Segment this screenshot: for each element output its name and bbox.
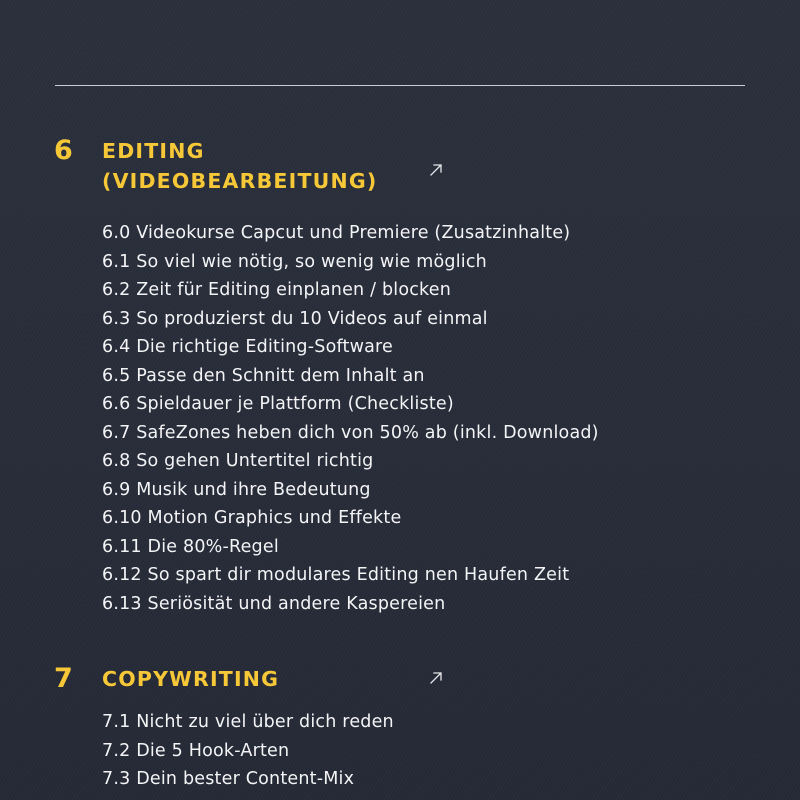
section-title — [102, 664, 422, 694]
list-item: 6.1 So viel wie nötig, so wenig wie möglich — [102, 251, 487, 272]
section-title-line: COPYWRITING — [102, 667, 280, 691]
list-item: 6.5 Passe den Schnitt dem Inhalt an — [102, 365, 425, 386]
arrow-up-right-icon[interactable] — [428, 670, 444, 686]
section-number: 6 — [54, 135, 73, 166]
section-number: 7 — [54, 663, 73, 694]
list-item: 6.12 So spart dir modulares Editing nen Haufen Zeit — [102, 565, 570, 585]
list-item: 6.4 Die richtige Editing-Software — [102, 337, 394, 357]
section-title-line: (VIDEOBEARBEITUNG) — [102, 169, 378, 193]
list-item: 6.2 Zeit für Editing einplanen / blocken — [102, 280, 452, 300]
list-item: 7.1 Nicht zu viel über dich reden — [102, 712, 394, 732]
list-item: 6.13 Seriösität und andere Kaspereien — [102, 593, 446, 614]
chapter-list — [102, 219, 599, 618]
section-title — [102, 136, 422, 196]
list-item: 6.3 So produzierst du 10 Videos auf einmal — [102, 308, 488, 329]
list-item: 6.0 Videokurse Capcut und Premiere (Zusatzinhalte) — [102, 223, 571, 243]
list-item: 7.3 Dein bester Content-Mix — [102, 769, 355, 789]
arrow-up-right-icon[interactable] — [428, 162, 444, 178]
list-item: 6.6 Spieldauer je Plattform (Checkliste) — [102, 394, 454, 414]
top-divider — [55, 85, 745, 86]
list-item: 6.8 So gehen Untertitel richtig — [102, 451, 374, 471]
list-item: 6.11 Die 80%-Regel — [102, 536, 279, 557]
list-item: 6.7 SafeZones heben dich von 50% ab (inkl. Download) — [102, 422, 599, 443]
list-item: 6.10 Motion Graphics und Effekte — [102, 508, 402, 528]
chapter-list — [102, 708, 394, 794]
section-title-line: EDITING — [102, 139, 205, 163]
list-item: 6.9 Musik und ihre Bedeutung — [102, 479, 371, 500]
list-item: 7.2 Die 5 Hook-Arten — [102, 740, 290, 761]
